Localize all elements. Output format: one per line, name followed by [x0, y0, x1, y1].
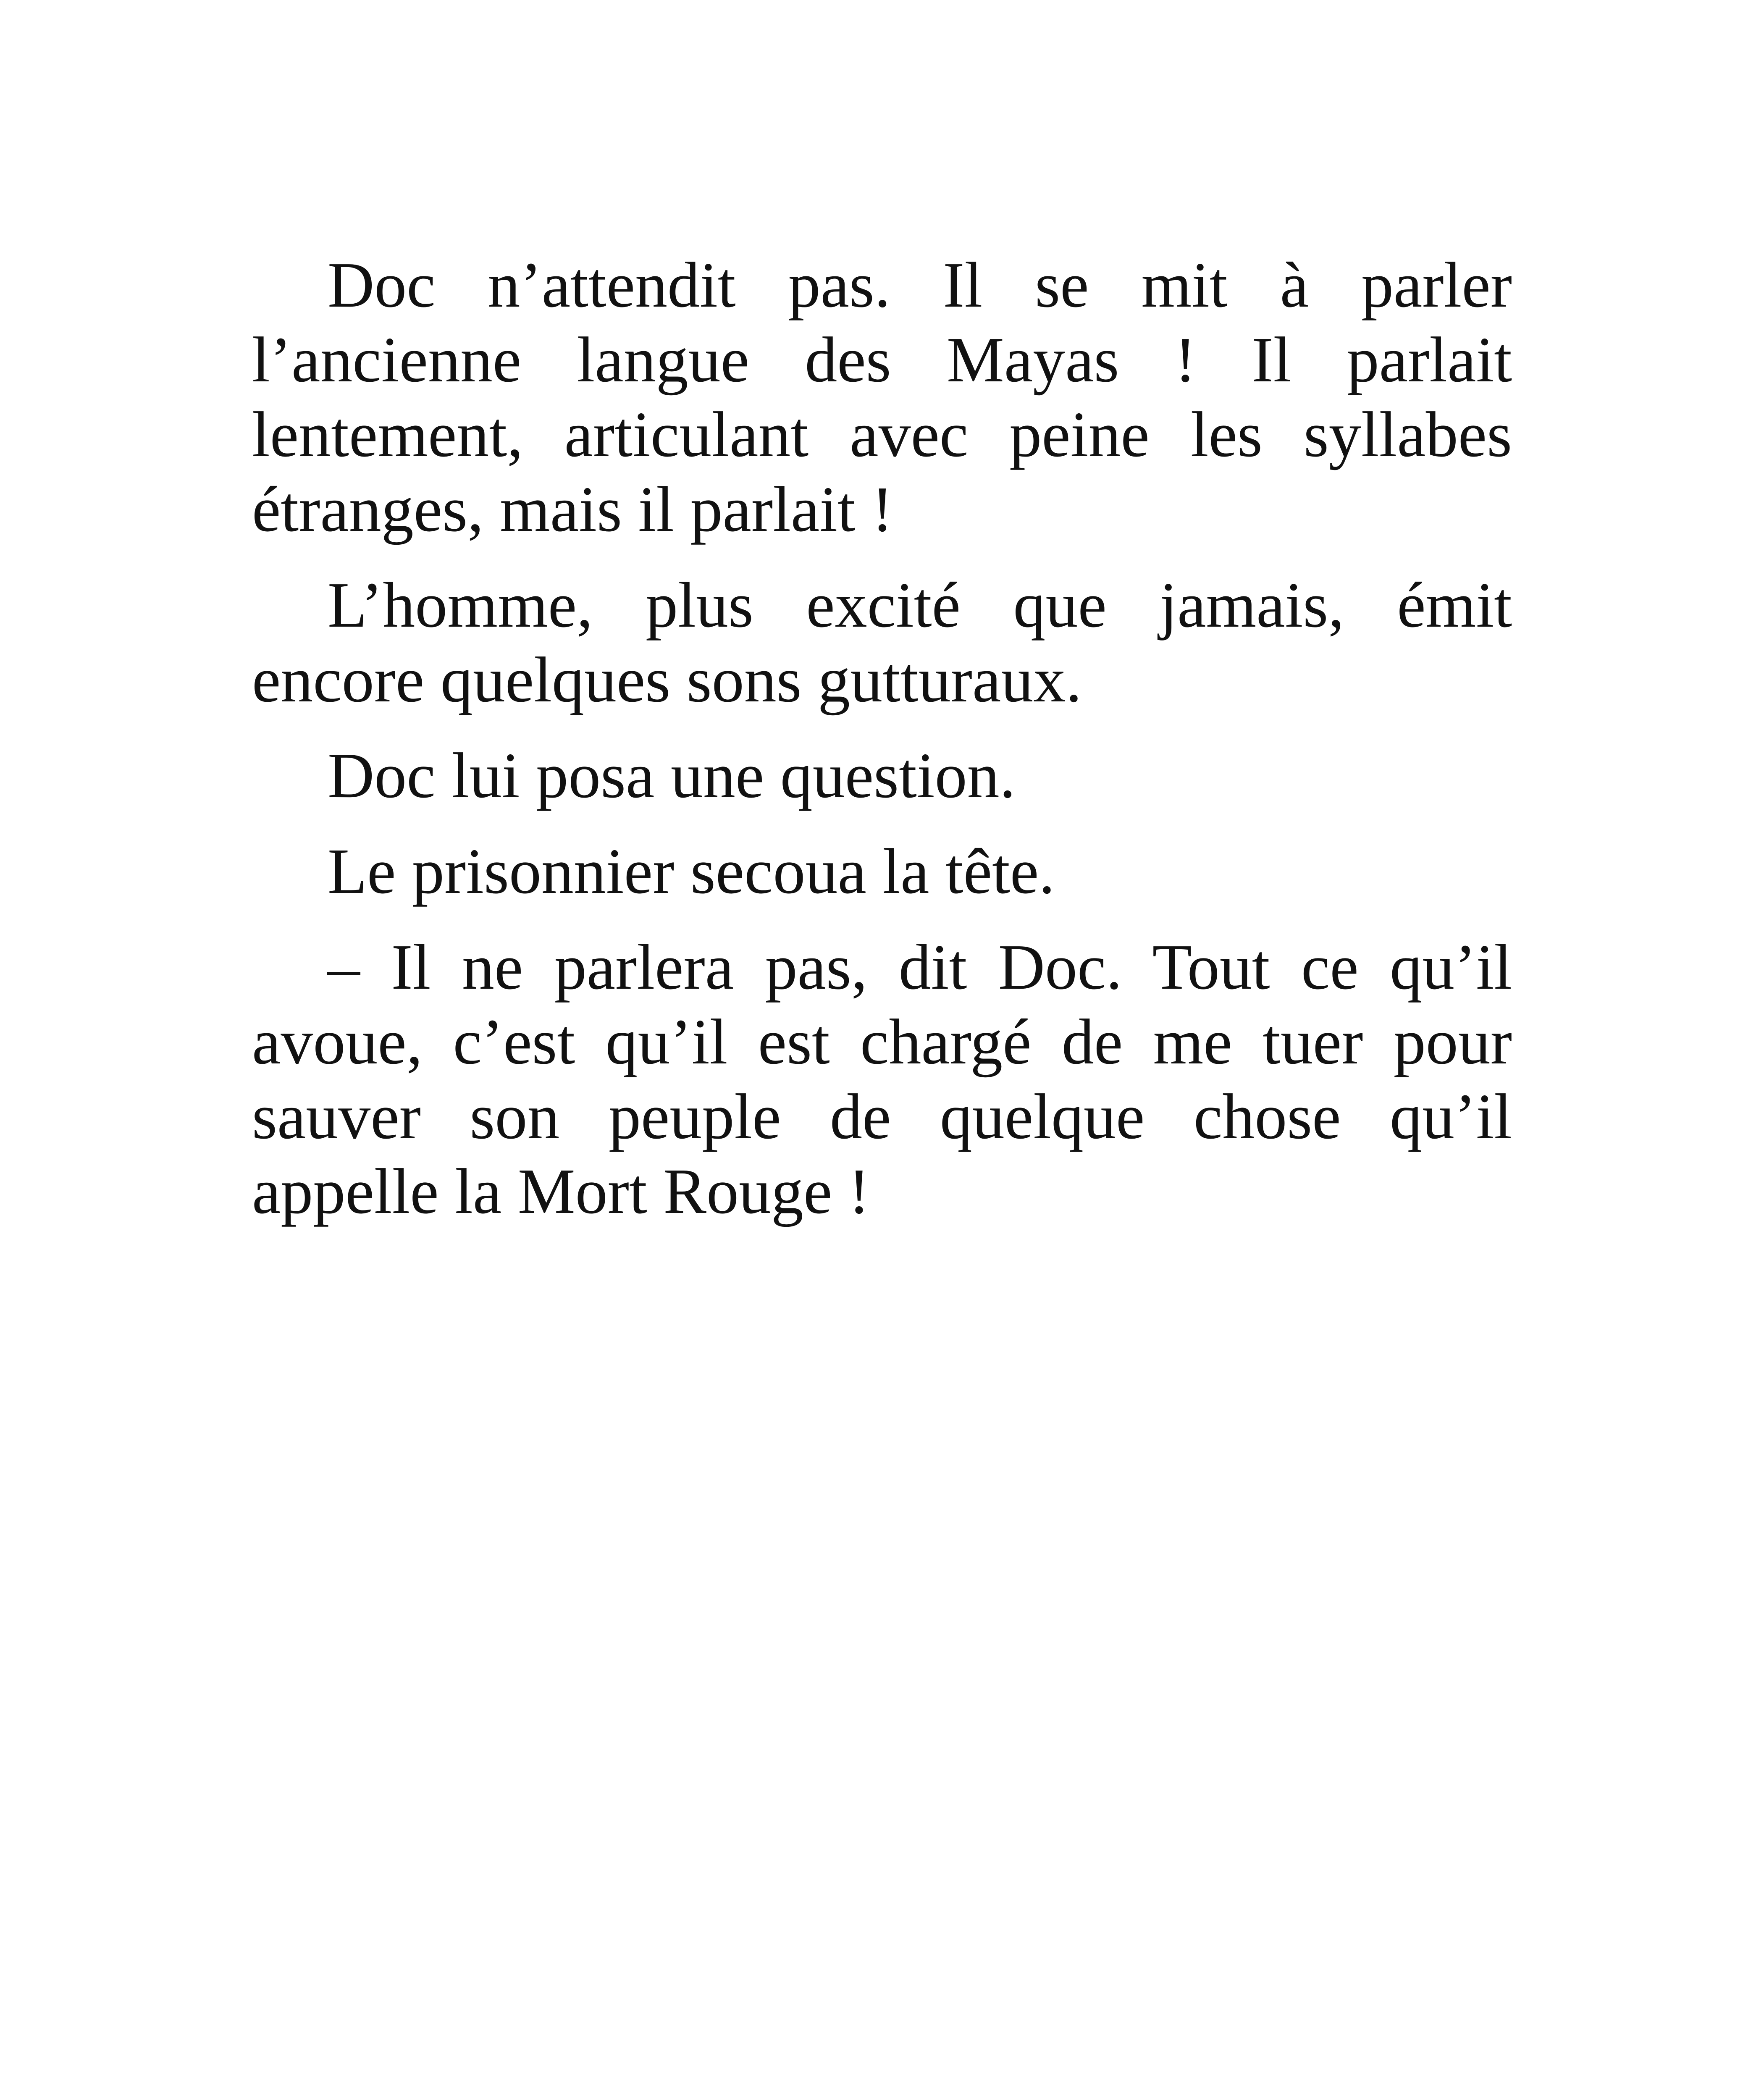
paragraph-3: Doc lui posa une question. — [328, 740, 1016, 811]
body-text — [252, 248, 1512, 1250]
paragraph-4: Le prisonnier secoua la tête. — [328, 836, 1055, 907]
paragraph-2: L’homme, plus excité que jamais, émit encore quelques sons gutturaux. — [252, 570, 1512, 716]
paragraph-5: – Il ne parlera pas, dit Doc. Tout ce qu’il avoue, c’est qu’il est chargé de me tuer pour sauver son peuple de quelque chose qu’il appelle la Mort Rouge ! — [252, 932, 1512, 1227]
paragraph-1: Doc n’attendit pas. Il se mit à parler l’ancienne langue des Mayas ! Il parlait lentement, articulant avec peine les syllabes étranges, mais il parlait ! — [252, 249, 1512, 545]
